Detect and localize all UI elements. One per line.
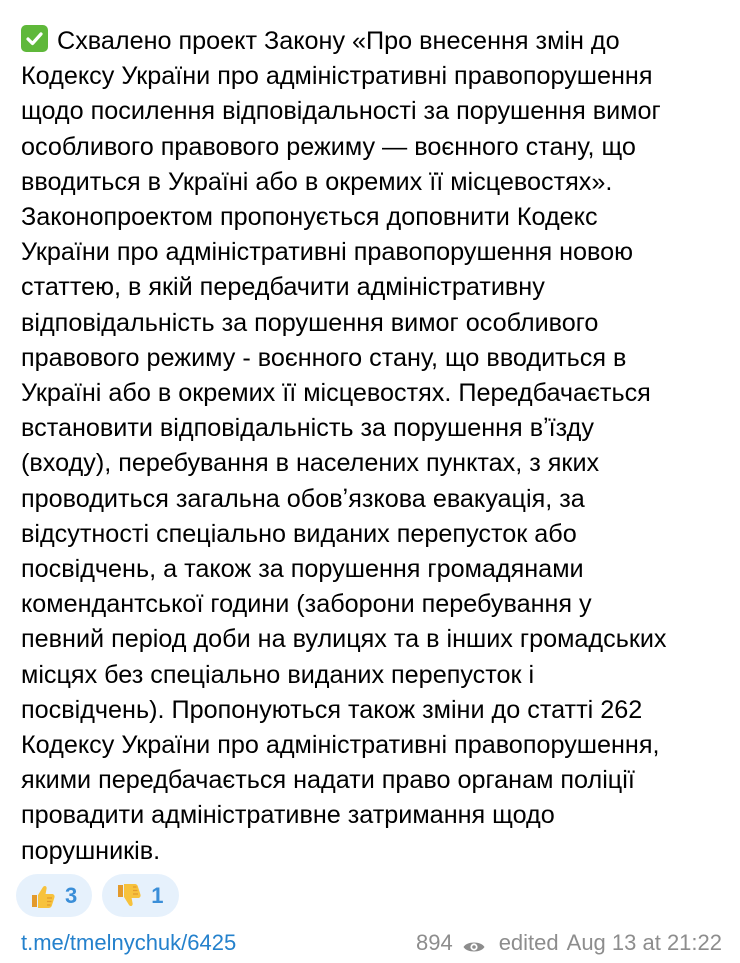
post-link[interactable]: t.me/tmelnychuk/6425 (21, 930, 237, 955)
check-mark-button-icon (21, 25, 48, 52)
message-line: відсутності спеціально виданих перепусток або (21, 519, 577, 548)
message-line: місцях без спеціально виданих перепусток і (21, 660, 535, 689)
message-line: Законопроектом пропонується доповнити Кодекс (21, 203, 598, 232)
message-line: щодо посилення відповідальності за порушення вимог (21, 97, 661, 126)
message-line: вводиться в Україні або в окремих її місцевостях». (21, 167, 613, 196)
message-line: відповідальність за порушення вимог особливого (21, 308, 599, 337)
message-text (21, 24, 721, 869)
message-line: Схвалено проект Закону «Про внесення змін до (21, 24, 721, 59)
message-line: Кодексу України про адміністративні правопорушення (21, 62, 653, 91)
message-line: певний період доби на вулицях та в інших громадських (21, 625, 667, 654)
message-line: проводиться загальна обовʼязкова евакуація, за (21, 484, 585, 513)
reaction-count: 1 (151, 882, 164, 908)
reactions-bar (16, 874, 179, 917)
reaction-count: 3 (65, 882, 78, 908)
reaction-thumbs-down-button[interactable] (102, 874, 178, 917)
eye-icon (462, 935, 486, 951)
timestamp: Aug 13 at 21:22 (566, 930, 722, 955)
view-count: 894 (415, 930, 453, 955)
message-line: особливого правового режиму — воєнного стану, що (21, 132, 636, 161)
reaction-thumbs-up-button[interactable] (16, 874, 92, 917)
message-line: України про адміністративні правопорушення новою (21, 238, 634, 267)
post-footer (21, 928, 722, 958)
edited-label: edited (498, 930, 559, 955)
message-line: порушників. (21, 836, 161, 865)
message-line: (входу), перебування в населених пунктах, з яких (21, 449, 600, 478)
message-line: якими передбачається надати право органам поліції (21, 766, 635, 795)
post-meta (416, 930, 722, 956)
message-line: встановити відповідальність за порушення вʼїзду (21, 414, 594, 443)
message-line: посвідчень). Пропонуються також зміни до статті 262 (21, 695, 643, 724)
thumbs-down-icon (115, 882, 143, 910)
message-line: Кодексу України про адміністративні правопорушення, (21, 731, 660, 760)
message-line: провадити адміністративне затримання щодо (21, 801, 555, 830)
message-line: правового режиму - воєнного стану, що вводиться в (21, 343, 627, 372)
message-line: Україні або в окремих її місцевостях. Передбачається (21, 379, 651, 408)
message-line: комендантської години (заборони перебування у (21, 590, 592, 619)
message-line: посвідчень, а також за порушення громадянами (21, 555, 584, 584)
message-line: статтею, в якій передбачити адміністративну (21, 273, 545, 302)
thumbs-up-icon (29, 882, 57, 910)
